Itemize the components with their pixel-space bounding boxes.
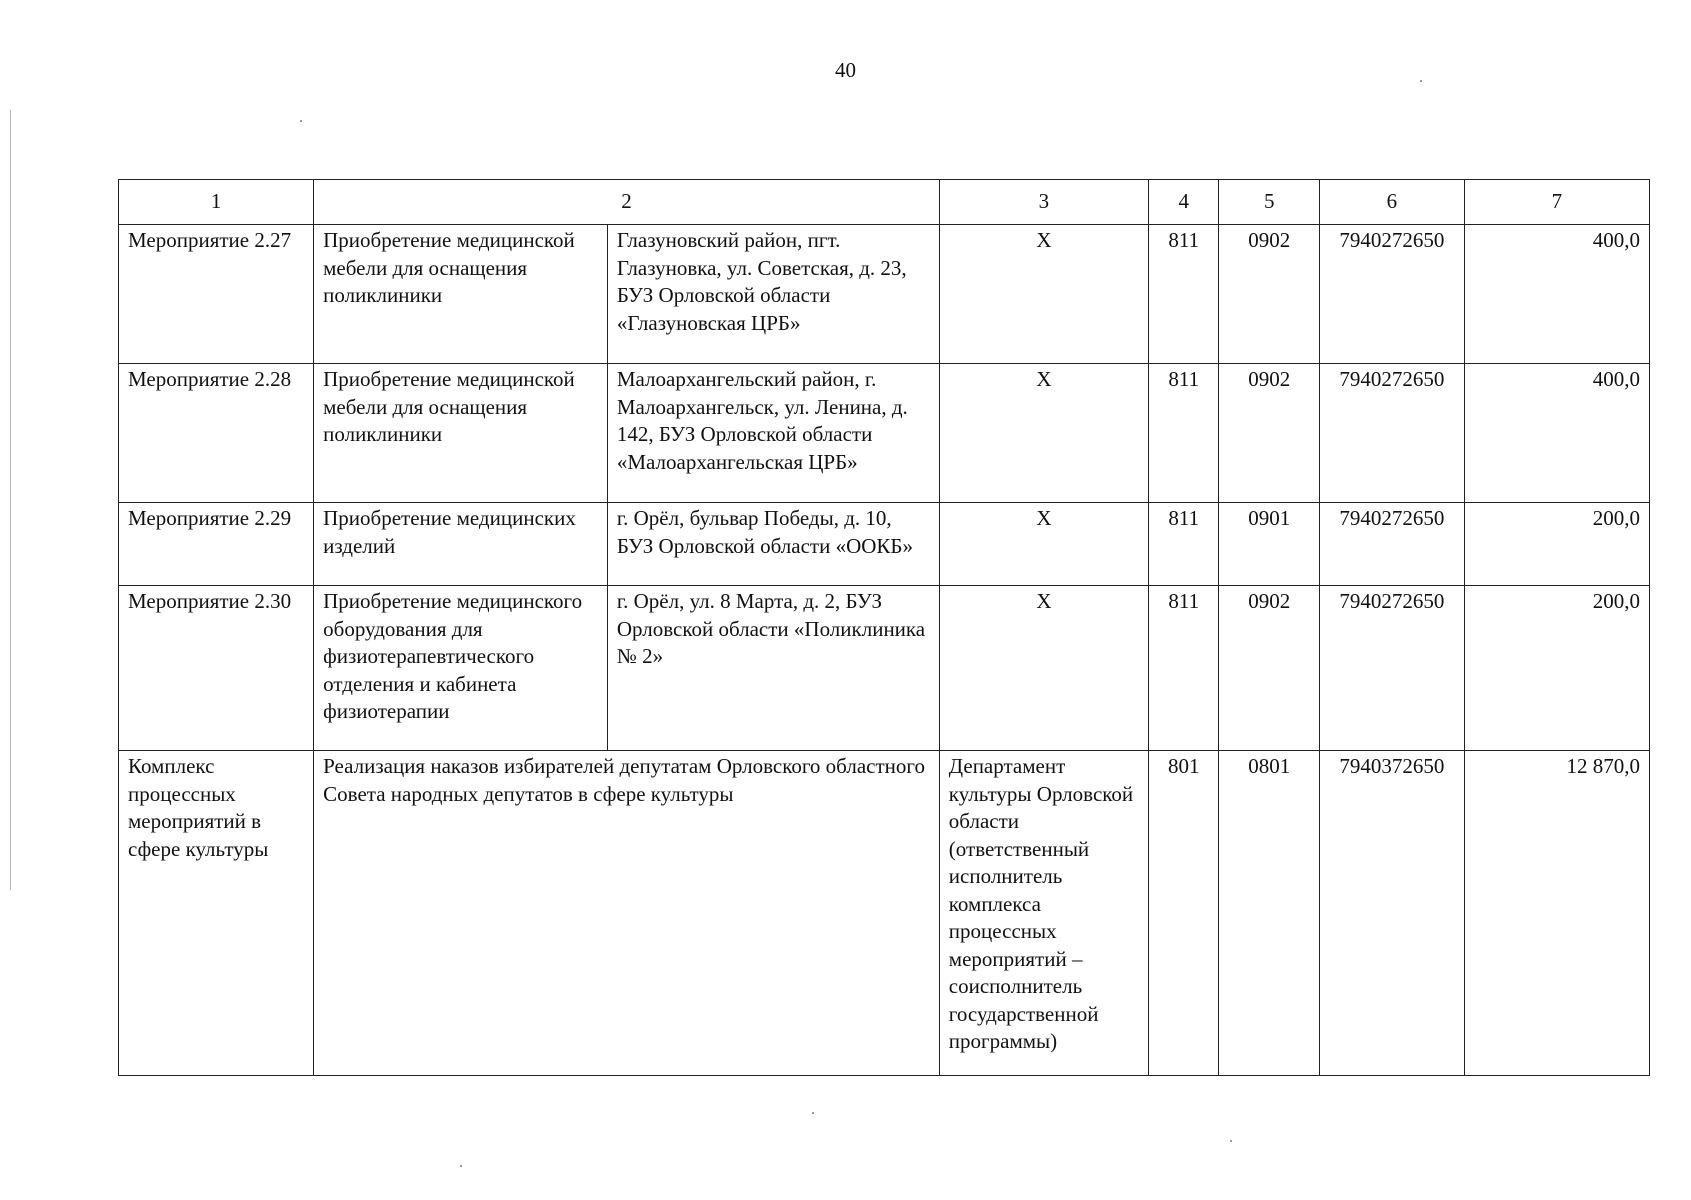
activity-executor: Х xyxy=(939,586,1148,751)
table-row xyxy=(119,586,1650,751)
activity-code-5: 0901 xyxy=(1219,503,1320,586)
scan-speck xyxy=(1420,80,1422,82)
activity-amount: 200,0 xyxy=(1464,586,1649,751)
activity-code-6: 7940272650 xyxy=(1320,225,1465,364)
complex-subject: Реализация наказов избирателей депутатам Орловского областного Совета народных депутатов в сфере культуры xyxy=(314,751,940,1076)
activity-subject: Приобретение медицинского оборудования для физиотерапевтического отделения и кабинета физиотерапии xyxy=(314,586,608,751)
page-number: 40 xyxy=(835,58,856,82)
activity-code-4: 811 xyxy=(1149,503,1219,586)
activity-code-5: 0902 xyxy=(1219,225,1320,364)
complex-executor: Департамент культуры Орловской области (ответственный исполнитель комплекса процессных мероприятий – соисполнитель государственной программы) xyxy=(939,751,1148,1076)
activity-amount: 200,0 xyxy=(1464,503,1649,586)
table-row xyxy=(119,503,1650,586)
header-cell-1: 1 xyxy=(119,180,314,225)
header-cell-3: 3 xyxy=(939,180,1148,225)
complex-code-4: 801 xyxy=(1149,751,1219,1076)
activity-location: Малоархангельский район, г. Малоархангельск, ул. Ленина, д. 142, БУЗ Орловской области «Малоархангельская ЦРБ» xyxy=(607,364,939,503)
activity-executor: Х xyxy=(939,225,1148,364)
complex-code-5: 0801 xyxy=(1219,751,1320,1076)
program-table xyxy=(118,179,1650,1076)
scan-speck xyxy=(1230,1140,1232,1142)
activity-code-5: 0902 xyxy=(1219,364,1320,503)
complex-row xyxy=(119,751,1650,1076)
table-row xyxy=(119,364,1650,503)
activity-location: г. Орёл, бульвар Победы, д. 10, БУЗ Орловской области «ООКБ» xyxy=(607,503,939,586)
activity-amount: 400,0 xyxy=(1464,364,1649,503)
program-table-container xyxy=(118,179,1650,1076)
activity-executor: Х xyxy=(939,364,1148,503)
activity-name: Мероприятие 2.30 xyxy=(119,586,314,751)
activity-code-6: 7940272650 xyxy=(1320,586,1465,751)
activity-code-5: 0902 xyxy=(1219,586,1320,751)
scan-left-edge xyxy=(10,110,11,890)
activity-code-4: 811 xyxy=(1149,364,1219,503)
header-cell-7: 7 xyxy=(1464,180,1649,225)
scan-speck xyxy=(812,1112,814,1114)
activity-code-6: 7940272650 xyxy=(1320,364,1465,503)
header-cell-5: 5 xyxy=(1219,180,1320,225)
activity-name: Мероприятие 2.28 xyxy=(119,364,314,503)
header-cell-6: 6 xyxy=(1320,180,1465,225)
complex-name: Комплекс процессных мероприятий в сфере культуры xyxy=(119,751,314,1076)
scan-speck xyxy=(460,1165,462,1167)
complex-code-6: 7940372650 xyxy=(1320,751,1465,1076)
complex-amount: 12 870,0 xyxy=(1464,751,1649,1076)
activity-subject: Приобретение медицинской мебели для оснащения поликлиники xyxy=(314,225,608,364)
header-cell-4: 4 xyxy=(1149,180,1219,225)
activity-code-4: 811 xyxy=(1149,225,1219,364)
activity-name: Мероприятие 2.29 xyxy=(119,503,314,586)
activity-location: Глазуновский район, пгт. Глазуновка, ул. Советская, д. 23, БУЗ Орловской области «Глазуновская ЦРБ» xyxy=(607,225,939,364)
activity-subject: Приобретение медицинской мебели для оснащения поликлиники xyxy=(314,364,608,503)
table-row xyxy=(119,225,1650,364)
header-cell-2: 2 xyxy=(314,180,940,225)
table-header-row xyxy=(119,180,1650,225)
activity-executor: Х xyxy=(939,503,1148,586)
activity-amount: 400,0 xyxy=(1464,225,1649,364)
activity-code-6: 7940272650 xyxy=(1320,503,1465,586)
scan-speck xyxy=(300,120,302,122)
activity-location: г. Орёл, ул. 8 Марта, д. 2, БУЗ Орловской области «Поликлиника № 2» xyxy=(607,586,939,751)
activity-code-4: 811 xyxy=(1149,586,1219,751)
activity-name: Мероприятие 2.27 xyxy=(119,225,314,364)
activity-subject: Приобретение медицинских изделий xyxy=(314,503,608,586)
